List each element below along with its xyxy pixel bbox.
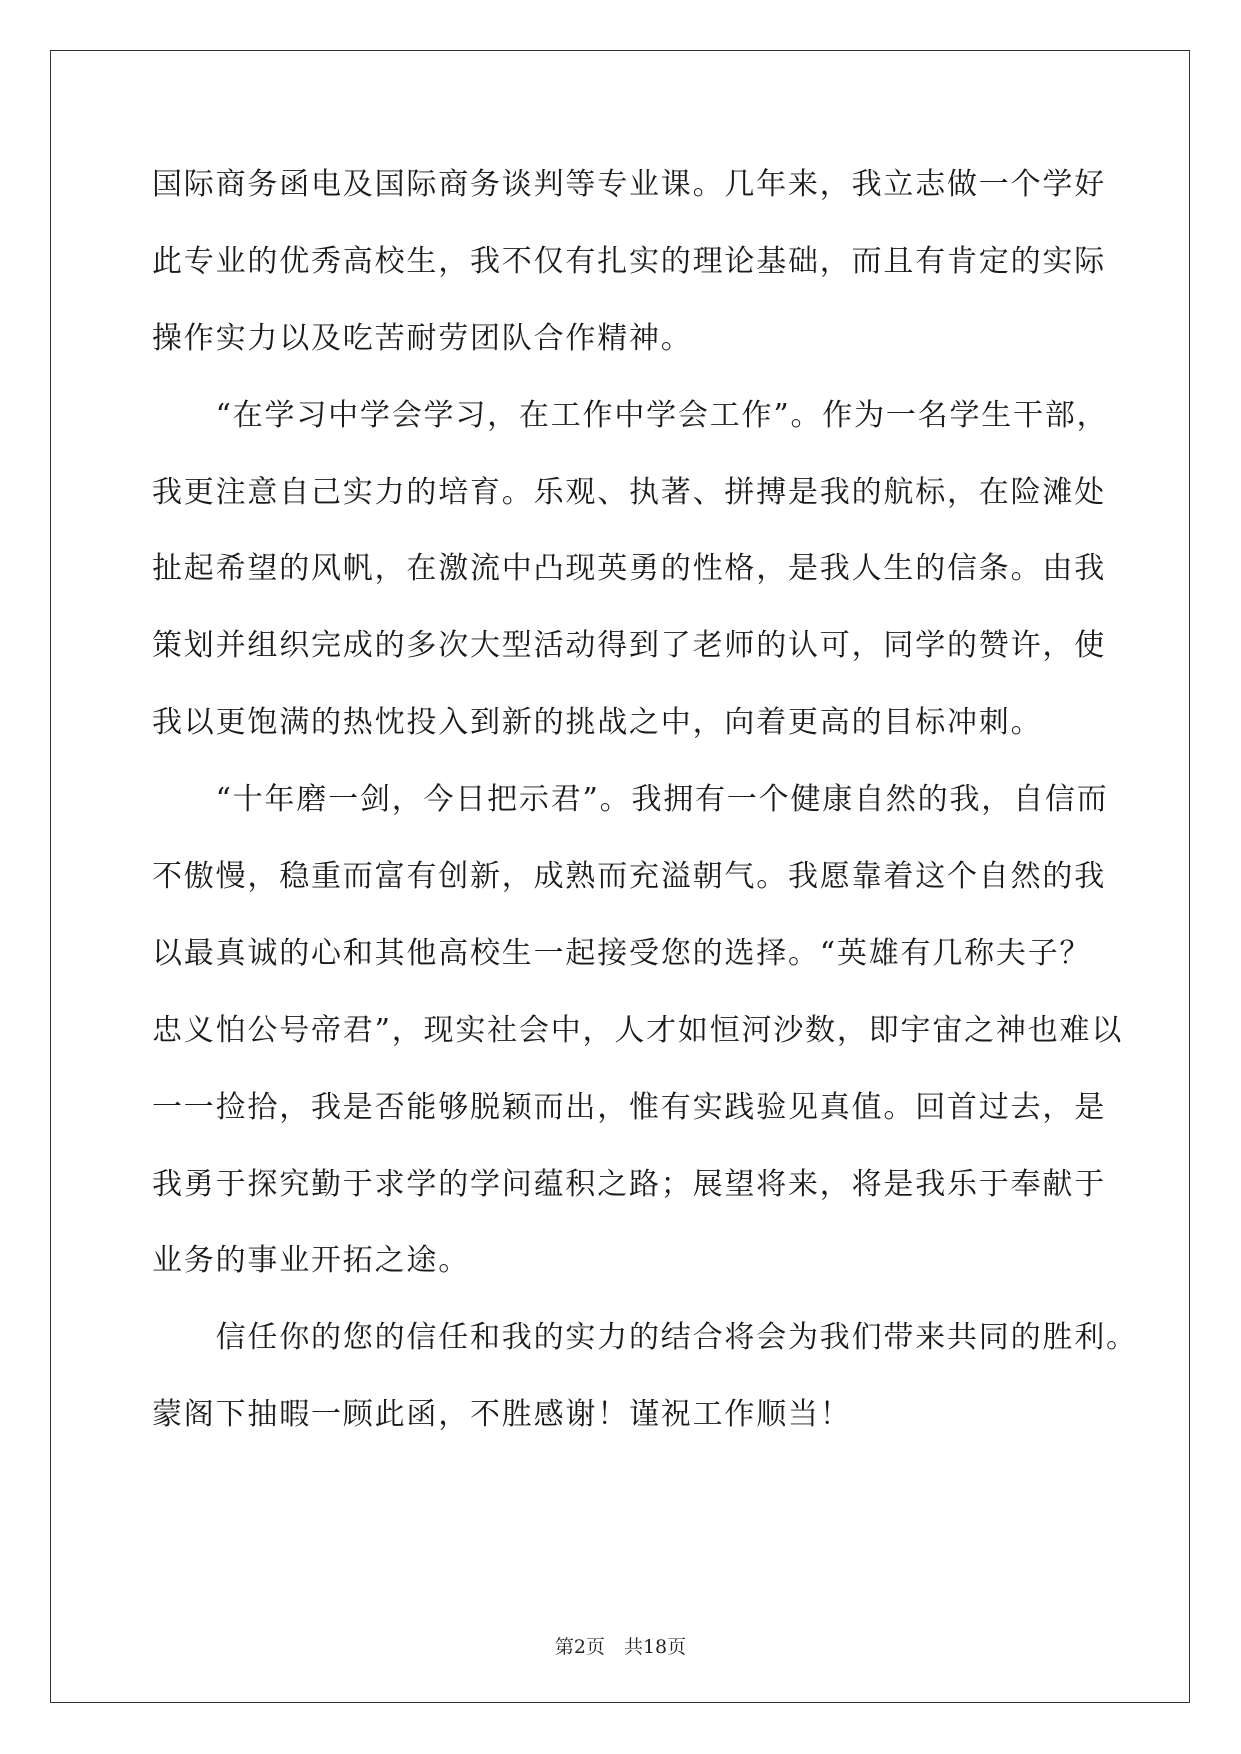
text-line: 信任你的您的信任和我的实力的结合将会为我们带来共同的胜利。 — [152, 1320, 1138, 1356]
page-number: 第2页 共18页 — [554, 1636, 687, 1658]
text-line: 策划并组织完成的多次大型活动得到了老师的认可，同学的赞许，使 — [152, 628, 1106, 664]
text-line: 我勇于探究勤于求学的学问蕴积之路；展望将来，将是我乐于奉献于 — [152, 1166, 1106, 1202]
text-line: “十年磨一剑，今日把示君”。我拥有一个健康自然的我，自信而 — [152, 782, 1109, 818]
text-line: 不傲慢，稳重而富有创新，成熟而充溢朝气。我愿靠着这个自然的我 — [152, 859, 1106, 895]
text-line: 以最真诚的心和其他高校生一起接受您的选择。“英雄有几称夫子？ — [152, 935, 1092, 971]
letter-body — [152, 165, 1138, 1472]
text-line: 扯起希望的风帆，在激流中凸现英勇的性格，是我人生的信条。由我 — [152, 551, 1106, 587]
text-line: 一一捡拾，我是否能够脱颖而出，惟有实践验见真值。回首过去，是 — [152, 1089, 1106, 1125]
text-line: 我以更饱满的热忱投入到新的挑战之中，向着更高的目标冲刺。 — [152, 705, 1043, 741]
text-line: 此专业的优秀高校生，我不仅有扎实的理论基础，而且有肯定的实际 — [152, 243, 1106, 279]
text-line: 操作实力以及吃苦耐劳团队合作精神。 — [152, 320, 693, 356]
text-line: 业务的事业开拓之途。 — [152, 1243, 470, 1279]
text-line: 我更注意自己实力的培育。乐观、执著、拼搏是我的航标，在险滩处 — [152, 474, 1106, 510]
text-line: 国际商务函电及国际商务谈判等专业课。几年来，我立志做一个学好 — [152, 167, 1106, 202]
text-line: 忠义怕公号帝君”，现实社会中，人才如恒河沙数，即宇宙之神也难以 — [152, 1012, 1124, 1048]
text-line: “在学习中学会学习，在工作中学会工作”。作为一名学生干部， — [152, 397, 1109, 433]
text-line: 蒙阁下抽暇一顾此函，不胜感谢！谨祝工作顺当！ — [152, 1397, 852, 1433]
